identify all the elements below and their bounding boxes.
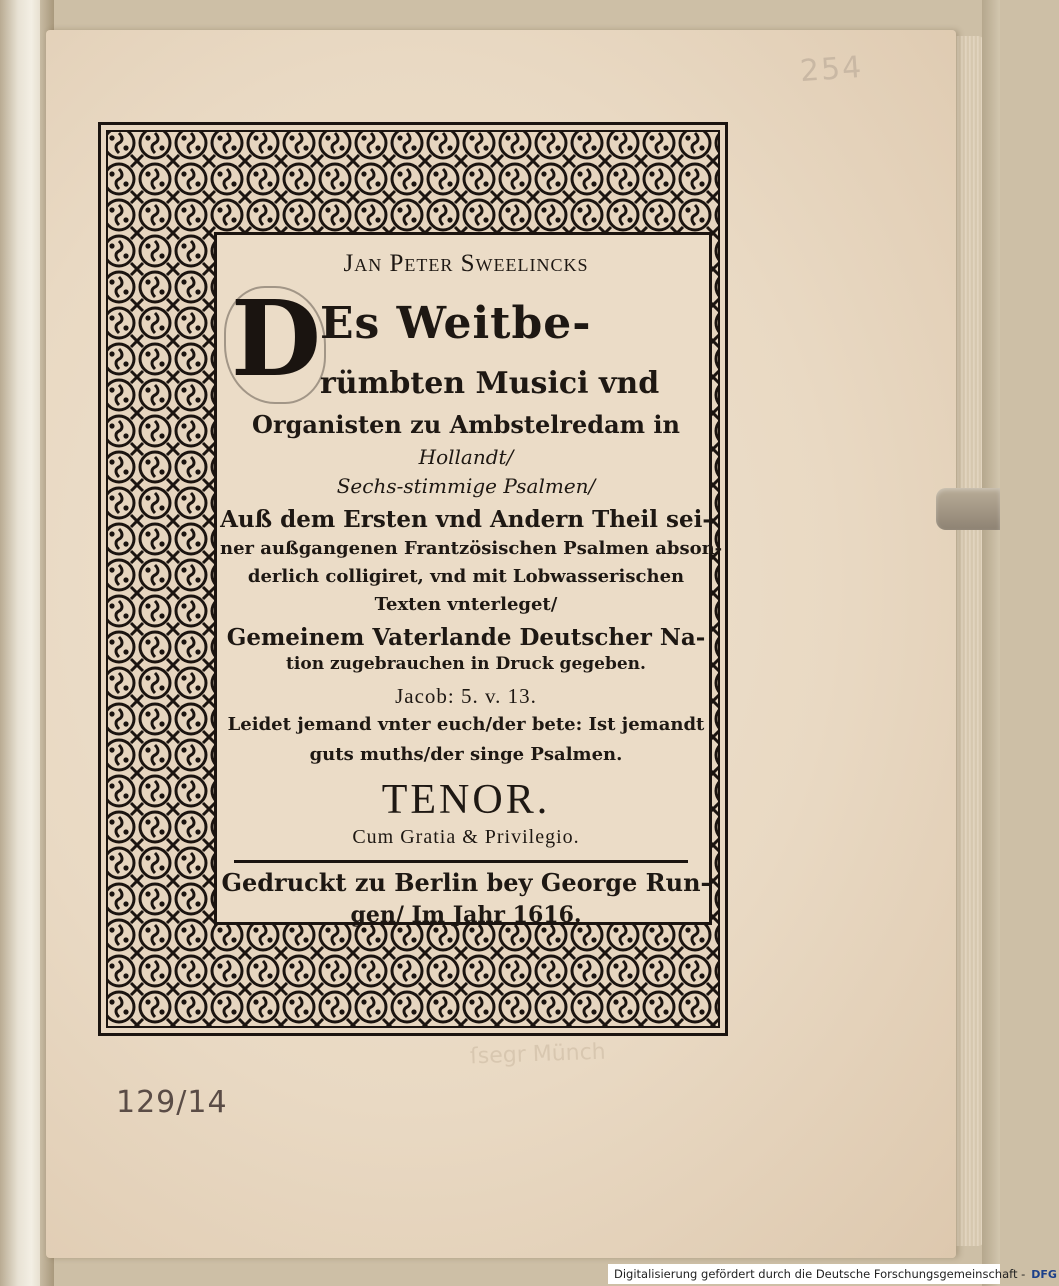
faint-handwritten-note: ſsegr Münch (469, 1039, 607, 1070)
title-line-4: Hollandt/ (418, 445, 514, 469)
decorated-initial: D (230, 277, 322, 400)
bookmark-tab (936, 488, 1000, 530)
privilege-line: Cum Gratia & Privilegio. (352, 826, 580, 848)
credit-text: Digitalisierung gefördert durch die Deutsche Forschungsgemeinschaft - (614, 1267, 1026, 1281)
shelf-mark: 129/14 (116, 1085, 228, 1120)
digitization-credit (608, 1264, 1057, 1284)
title-line-3: Organisten zu Ambstelredam in (252, 410, 680, 439)
author-name: Jan Peter Sweelincks (343, 250, 589, 277)
quote-line-2: guts muths/der singe Psalmen. (309, 744, 623, 765)
title-line-7: ner außgangenen Frantzösischen Psalmen abson- (220, 538, 723, 559)
bible-citation: Jacob: 5. v. 13. (395, 684, 537, 708)
book-cover-right (982, 0, 1000, 1286)
imprint-line-2: gen/ Im Jahr 1616. (350, 902, 582, 928)
imprint-line-1: Gedruckt zu Berlin bey George Run- (221, 868, 711, 897)
pencil-page-number: 254 (798, 49, 865, 90)
title-line-1: Es Weitbe- (320, 298, 592, 349)
title-line-10: Gemeinem Vaterlande Deutscher Na- (226, 624, 706, 651)
title-line-9: Texten vnterleget/ (374, 594, 558, 615)
title-line-6: Auß dem Ersten vnd Andern Theil sei- (220, 506, 712, 533)
title-line-11: tion zugebrauchen in Druck gegeben. (286, 654, 646, 674)
title-line-5: Sechs-stimmige Psalmen/ (336, 474, 596, 498)
title-line-8: derlich colligiret, vnd mit Lobwasserischen (247, 566, 685, 587)
voice-part: TENOR. (381, 777, 551, 823)
dfg-logo-icon: DFG (1031, 1268, 1057, 1281)
quote-line-1: Leidet jemand vnter euch/der bete: Ist jemandt (227, 714, 705, 735)
title-line-2: rümbten Musici vnd (320, 366, 660, 401)
separator-rule (234, 860, 688, 863)
